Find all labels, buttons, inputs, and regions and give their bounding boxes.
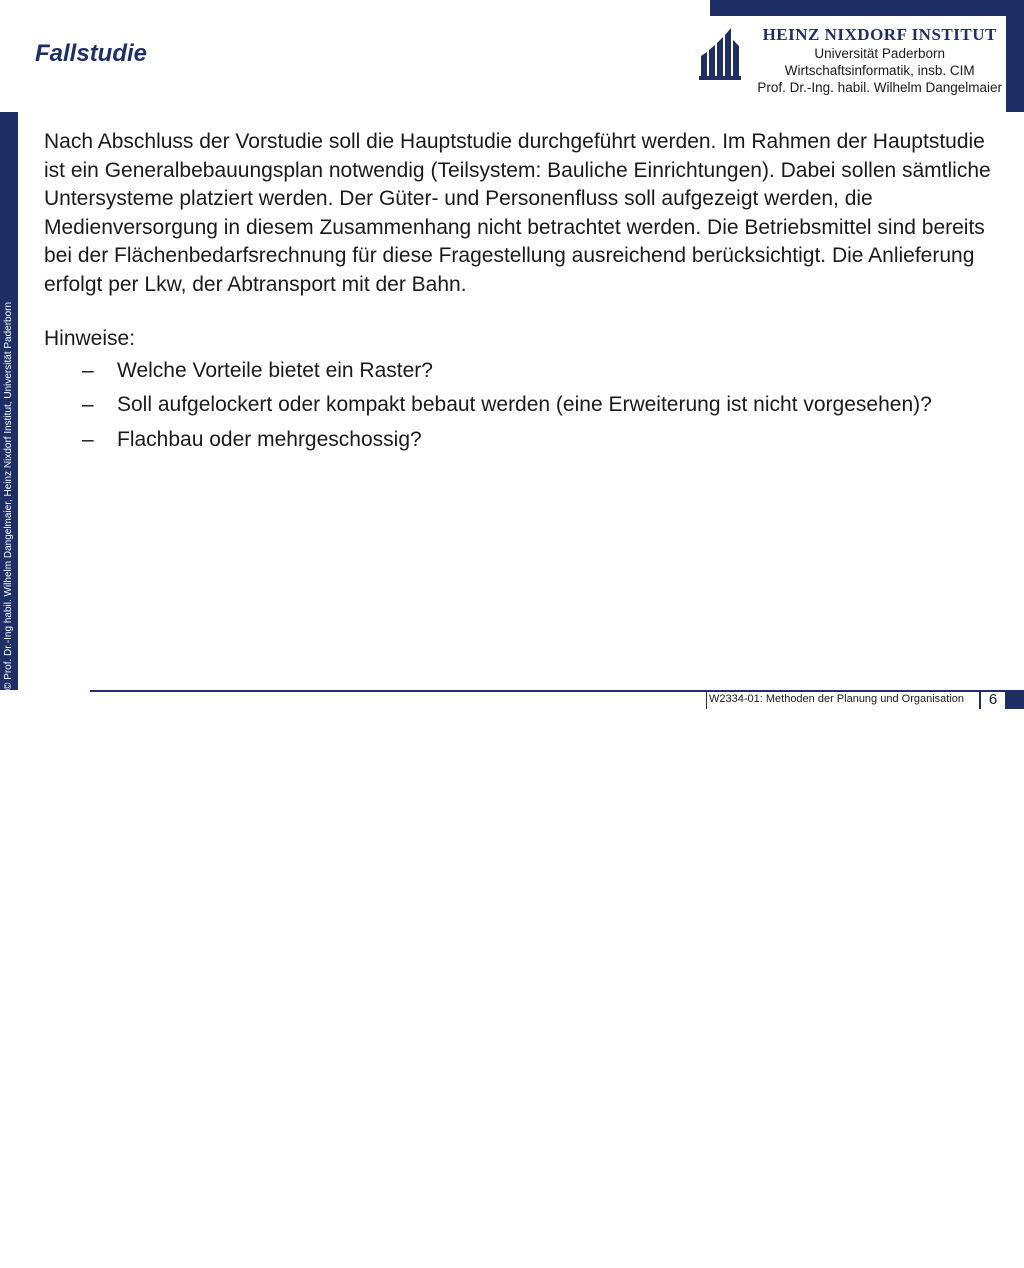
heinz-nixdorf-logo-icon (699, 26, 741, 80)
page-title: Fallstudie (35, 40, 148, 67)
hint-text: Flachbau oder mehrgeschossig? (117, 427, 422, 451)
page-number: 6 (981, 692, 1005, 709)
hint-text: Soll aufgelockert oder kompakt bebaut werden (eine Erweiterung ist nicht vorgesehen)? (117, 393, 932, 416)
case-description: Nach Abschluss der Vorstudie soll die Hauptstudie durchgeführt werden. Im Rahmen der Hauptstudie ist ein Generalbebauungsplan notwendig (Teilsystem: Bauliche Einrichtungen). Dabei sollen sämtliche Untersysteme platziert werden. Der Güter- und Personenfluss soll aufgezeigt werden, die Medienversorgung in diesem Zusammenhang nicht betrachtet werden. Die Betriebsmittel sind bereits bei der Flächenbedarfsrechnung für diese Fragestellung ausreichend berücksichtigt. Die Anlieferung erfolgt per Lkw, der Abtransport mit der Bahn. (44, 130, 991, 296)
hint-item (44, 391, 994, 420)
hint-item (44, 357, 994, 386)
institute-name: HEINZ NIXDORF INSTITUT (762, 25, 997, 44)
slide-content (44, 128, 994, 460)
hints-heading: Hinweise: (44, 327, 136, 350)
right-decor-bar (1006, 0, 1024, 112)
dash-bullet-icon: – (82, 358, 94, 382)
institute-block (757, 25, 1002, 96)
department-name: Wirtschaftsinformatik, insb. CIM (784, 63, 975, 78)
dash-bullet-icon: – (82, 393, 94, 416)
copyright-text: © Prof. Dr.-Ing habil. Wilhelm Dangelmaier, Heinz Nixdorf Institut, Universität Paderborn (3, 301, 14, 690)
copyright-sidebar (2, 301, 16, 1268)
top-decor-bar (710, 0, 1024, 16)
dash-bullet-icon: – (82, 427, 94, 451)
hint-text: Welche Vorteile bietet ein Raster? (117, 358, 433, 382)
university-name: Universität Paderborn (814, 46, 945, 61)
hint-item (44, 426, 994, 455)
course-label: W2334-01: Methoden der Planung und Organisation (707, 692, 979, 709)
footer-right-strip (1006, 692, 1024, 709)
professor-name: Prof. Dr.-Ing. habil. Wilhelm Dangelmaier (757, 80, 1002, 95)
